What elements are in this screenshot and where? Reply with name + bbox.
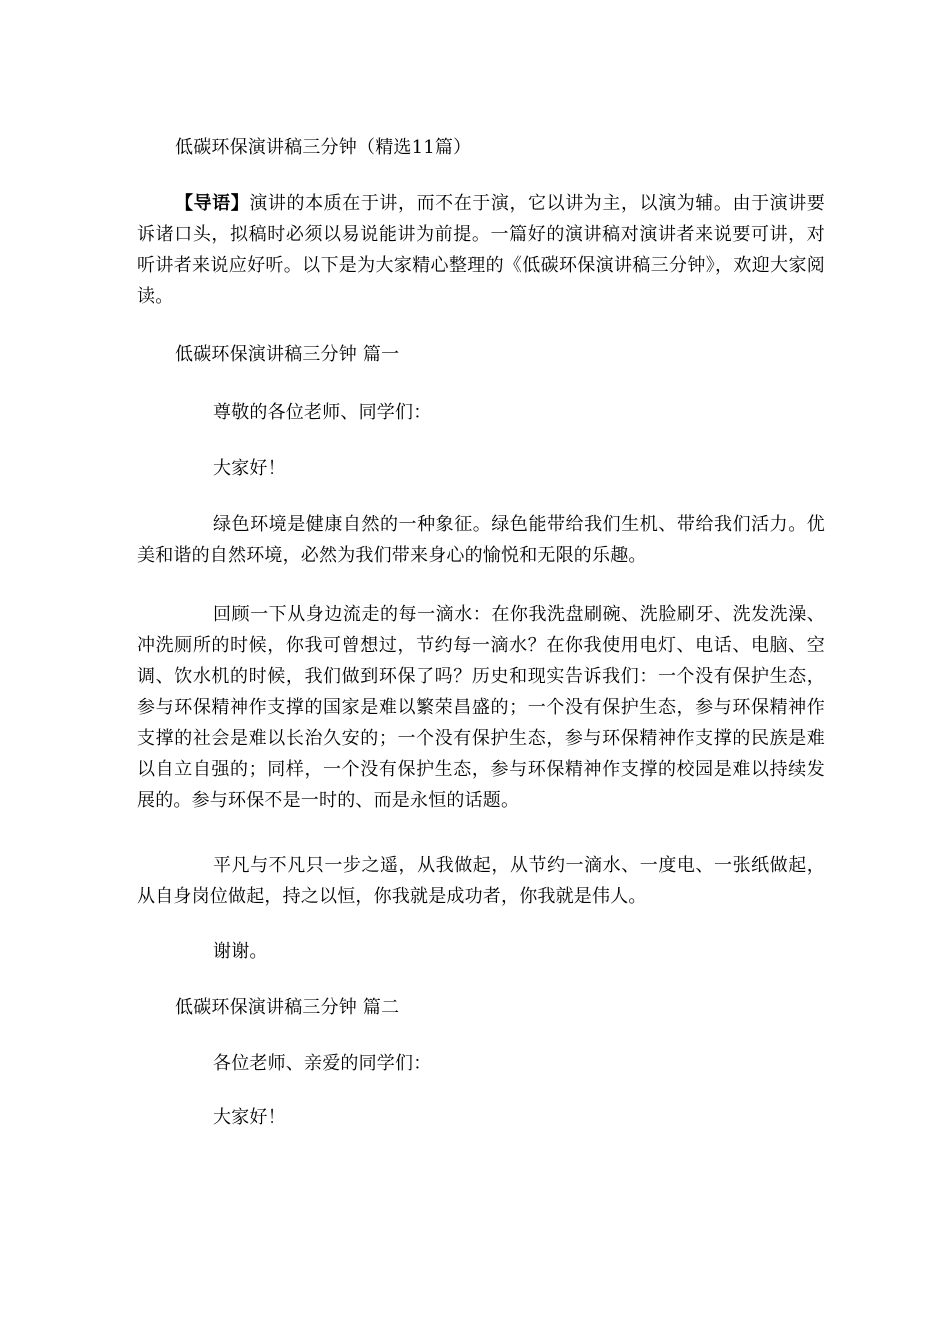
section2-salutation: 各位老师、亲爱的同学们： [213, 1053, 432, 1074]
section1-paragraph-2: 回顾一下从身边流走的每一滴水：在你我洗盘刷碗、洗脸刷牙、洗发洗澡、冲洗厕所的时候，你我可曾想过，节约每一滴水？在你我使用电灯、电话、电脑、空调、饮水机的时候，我们做到环保了吗？历史和现实告诉我们：一个没有保护生态，参与环保精神作支撑的国家是难以繁荣昌盛的；一个没有保护生态，参与环保精神作支撑的社会是难以长治久安的；一个没有保护生态，参与环保精神作支撑的民族是难以自立自强的；同样，一个没有保护生态，参与环保精神作支撑的校园是难以持续发展的。参与环保不是一时的、而是永恒的话题。 [137, 604, 825, 811]
section1-paragraph-1: 绿色环境是健康自然的一种象征。绿色能带给我们生机、带给我们活力。优美和谐的自然环境，必然为我们带来身心的愉悦和无限的乐趣。 [137, 514, 825, 566]
section1-paragraph-3: 平凡与不凡只一步之遥，从我做起，从节约一滴水、一度电、一张纸做起，从自身岗位做起，持之以恒，你我就是成功者，你我就是伟人。 [137, 855, 825, 907]
section1-heading: 低碳环保演讲稿三分钟 篇一 [175, 344, 400, 365]
section1-greeting: 大家好！ [213, 458, 286, 479]
section1-salutation: 尊敬的各位老师、同学们： [213, 402, 432, 423]
section2-greeting: 大家好！ [213, 1107, 286, 1128]
section2-heading: 低碳环保演讲稿三分钟 篇二 [175, 997, 400, 1018]
section1-closing: 谢谢。 [213, 941, 268, 962]
document-title: 低碳环保演讲稿三分钟（精选11篇） [175, 137, 472, 158]
intro-tag: 【导语】 [175, 193, 250, 214]
intro-paragraph [137, 188, 825, 312]
intro-text: 演讲的本质在于讲，而不在于演，它以讲为主，以演为辅。由于演讲要诉诸口头，拟稿时必须以易说能讲为前提。一篇好的演讲稿对演讲者来说要可讲，对听讲者来说应好听。以下是为大家精心整理的《低碳环保演讲稿三分钟》，欢迎大家阅读。 [137, 193, 825, 307]
